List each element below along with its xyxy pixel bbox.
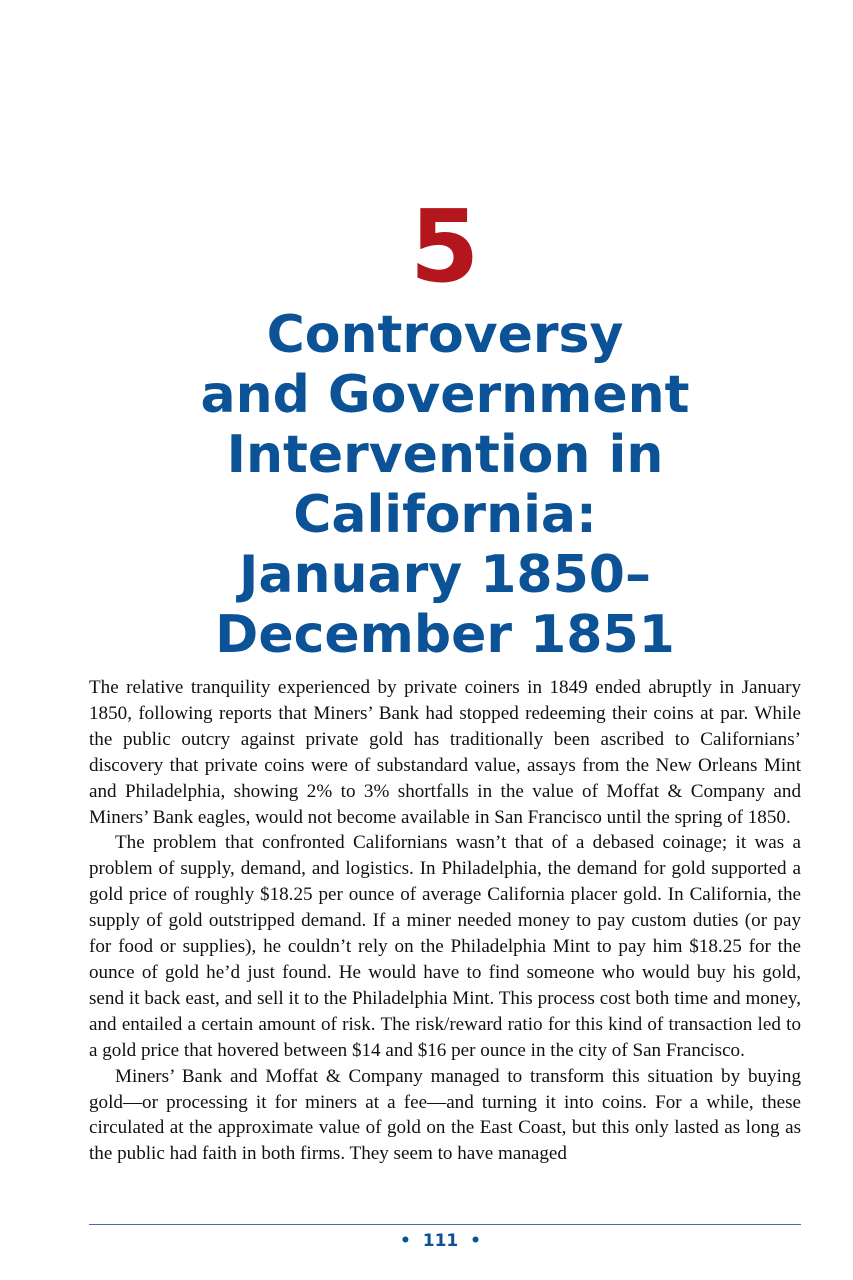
chapter-title-line: January 1850– bbox=[239, 545, 651, 605]
bullet-ornament: • bbox=[399, 1231, 411, 1251]
body-text bbox=[89, 675, 801, 1167]
chapter-title bbox=[160, 305, 730, 665]
paragraph: The problem that confronted Californians wasn’t that of a debased coinage; it was a problem of supply, demand, and logistics. In Philadelphia, the demand for gold supported a gold price of roughly $18.25 per ounce of average California placer gold. In California, the supply of gold outstripped demand. If a miner needed money to pay custom duties (or pay for food or supplies), he couldn’t rely on the Philadelphia Mint to pay him $18.25 for the ounce of gold he’d just found. He would have to find someone who would buy his gold, send it back east, and sell it to the Philadelphia Mint. This process cost both time and money, and entailed a certain amount of risk. The risk/reward ratio for this kind of transaction led to a gold price that hovered between $14 and $16 per ounce in the city of San Francisco. bbox=[89, 832, 801, 1061]
chapter-title-line: California: bbox=[293, 485, 597, 545]
paragraph: Miners’ Bank and Moffat & Company managed to transform this situation by buying gold—or processing it for miners at a fee—and turning it into coins. For a while, these circulated at the approximate value of gold on the East Coast, but this only lasted as long as the public had faith in both firms. They seem to have managed bbox=[89, 1065, 801, 1165]
page-number: 111 bbox=[422, 1231, 459, 1251]
chapter-title-line: Controversy bbox=[266, 305, 624, 365]
bullet-ornament: • bbox=[470, 1231, 482, 1251]
chapter-title-line: and Government bbox=[200, 365, 690, 425]
page-footer bbox=[14, 1228, 853, 1254]
chapter-title-line: Intervention in bbox=[226, 425, 664, 485]
paragraph: The relative tranquility experienced by private coiners in 1849 ended abruptly in January 1850, following reports that Miners’ Bank had stopped redeeming their coins at par. While the public outcry against private gold has traditionally been ascribed to Californians’ discovery that private coins were of substandard value, assays from the New Orleans Mint and Philadelphia, showing 2% to 3% shortfalls in the value of Moffat & Company and Miners’ Bank eagles, would not become available in San Francisco until the spring of 1850. bbox=[89, 677, 801, 828]
chapter-number: 5 bbox=[409, 188, 480, 305]
chapter-title-line: December 1851 bbox=[215, 605, 675, 665]
footer-rule bbox=[89, 1224, 801, 1225]
